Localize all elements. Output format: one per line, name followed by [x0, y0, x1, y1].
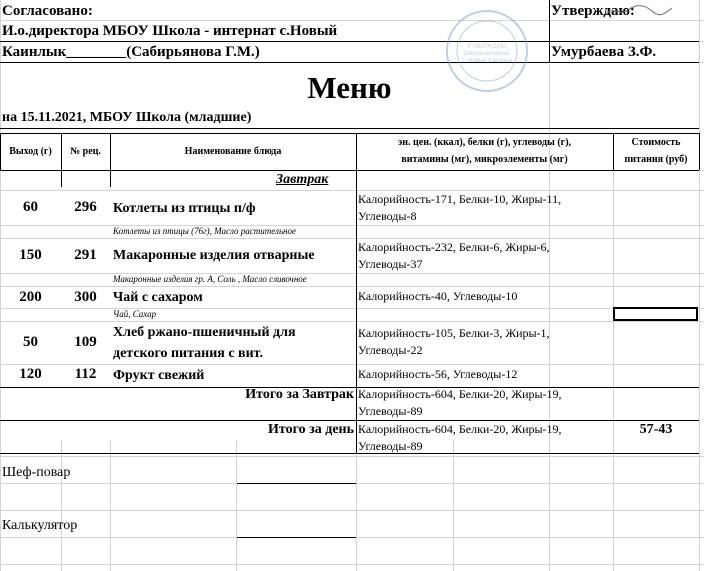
item-nutrition: Калорийность-171, Белки-10, Жиры-11, Углеводы-8 [358, 192, 562, 223]
menu-title: Меню [307, 70, 392, 105]
item-name-line-2: детского питания с вит. [113, 346, 264, 361]
item-output: 150 [19, 247, 42, 263]
item-name: Чай с сахаром [113, 290, 203, 305]
col-dish: Наименование блюда [184, 146, 282, 157]
item-ingredients: Котлеты из птицы (76г), Масло растительное [113, 226, 297, 236]
item-output: 60 [23, 199, 38, 215]
item-output: 50 [23, 334, 38, 350]
col-cost-line-2: питания (руб) [624, 154, 688, 165]
item-name: Фрукт свежий [113, 368, 205, 383]
item-ingredients: Чай, Сахар [113, 309, 157, 319]
item-nutrition: Калорийность-232, Белки-6, Жиры-6, Углеводы-37 [358, 240, 550, 271]
total-breakfast-nutrition: Калорийность-604, Белки-20, Жиры-19, Углеводы-89 [358, 387, 562, 418]
item-output: 200 [19, 289, 42, 305]
item-nutrition: Калорийность-56, Углеводы-12 [358, 367, 518, 381]
item-name-line-1: Хлеб ржано-пшеничный для [113, 325, 296, 340]
item-nutrition: Калорийность-105, Белки-3, Жиры-1, Углеводы-22 [358, 326, 550, 357]
stamp-line-2: Школа-интернат [464, 51, 510, 57]
total-day-cost: 57-43 [639, 422, 673, 437]
item-output: 120 [19, 366, 42, 382]
col-nutrition-line-1: эн. цен. (ккал), белки (г), углеводы (г), [397, 137, 572, 148]
item-ingredients: Макаронные изделия гр. А, Соль , Масло сливочное [113, 274, 307, 284]
selected-cell[interactable] [613, 307, 698, 321]
menu-subtitle: на 15.11.2021, МБОУ Школа (младшие) [2, 110, 252, 125]
col-output: Выход (г) [9, 146, 52, 157]
section-breakfast: Завтрак [276, 172, 329, 187]
item-recipe: 109 [74, 334, 97, 350]
item-recipe: 291 [74, 247, 97, 263]
total-breakfast-label: Итого за Завтрак [245, 387, 354, 402]
col-recipe: № рец. [70, 146, 101, 157]
total-day-label: Итого за день [268, 422, 354, 437]
agreed-line-1: И.о.директора МБОУ Школа - интернат с.Новый [2, 23, 338, 39]
stamp-line-1: УТВЕРЖДАЮ [467, 44, 507, 50]
item-name: Котлеты из птицы п/ф [113, 201, 256, 216]
approve-title: Утверждаю: [551, 3, 635, 19]
calculator-label: Калькулятор [2, 518, 78, 533]
chef-label: Шеф-повар [2, 465, 71, 480]
stamp-line-3: с. Новый Каинлык [461, 58, 513, 64]
col-cost-line-1: Стоимость [631, 137, 681, 148]
col-nutrition-line-2: витамины (мг), микроэлементы (мг) [401, 154, 568, 165]
item-name: Макаронные изделия отварные [113, 248, 315, 263]
item-recipe: 112 [74, 366, 97, 382]
agreed-title: Согласовано: [2, 3, 93, 19]
item-recipe: 296 [74, 199, 97, 215]
item-nutrition: Калорийность-40, Углеводы-10 [358, 289, 518, 303]
item-recipe: 300 [74, 289, 97, 305]
approve-name: Умурбаева З.Ф. [551, 44, 657, 60]
signature-scribble [604, 2, 674, 18]
total-day-nutrition: Калорийность-604, Белки-20, Жиры-19, Углеводы-89 [358, 422, 562, 453]
agreed-line-2: Каинлык________(Сабирьянова Г.М.) [2, 44, 260, 60]
